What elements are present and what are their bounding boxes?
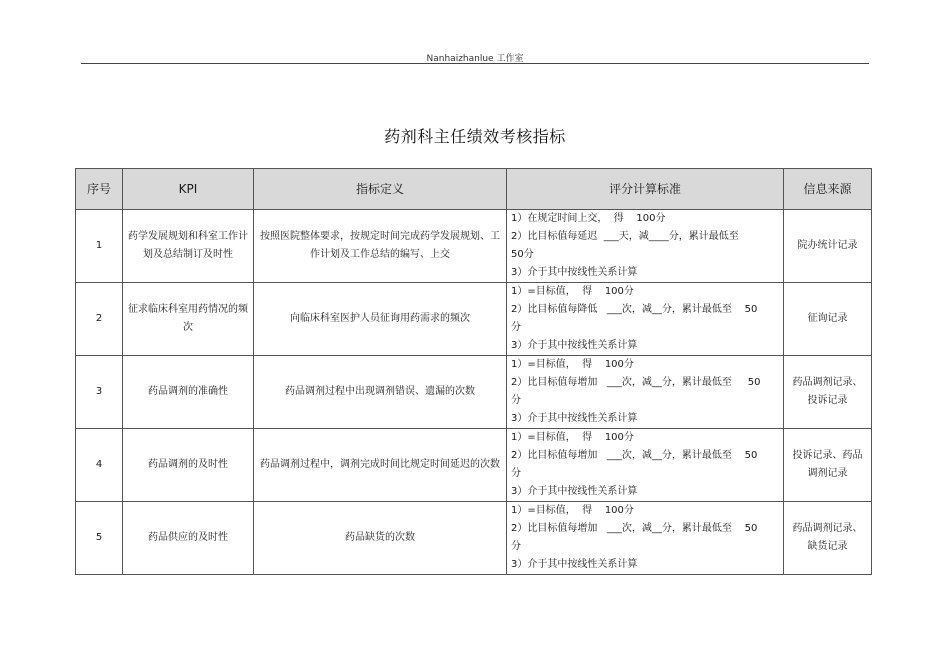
info-source: 投诉记录、药品调剂记录: [784, 429, 872, 502]
table-row: [76, 356, 872, 429]
row-number: 2: [76, 283, 123, 356]
kpi-name: 药品调剂的准确性: [123, 356, 254, 429]
scoring-line: 2）比目标值每增加 ___次，减__分，累计最低至 50: [511, 450, 758, 461]
scoring-line: 分: [511, 541, 521, 552]
table-row: [76, 210, 872, 283]
column-header-source: 信息来源: [784, 169, 872, 210]
scoring-line: 50分: [511, 249, 534, 260]
scoring-line: 分: [511, 468, 521, 479]
scoring-line: 1）=目标值， 得 100分: [511, 359, 634, 370]
scoring-line: 3）介于其中按线性关系计算: [511, 486, 638, 497]
table-row: [76, 283, 872, 356]
page-header: Nanhaizhanlue 工作室: [426, 54, 524, 64]
table-header-row: [76, 169, 872, 210]
row-number: 5: [76, 502, 123, 575]
scoring-line: 1）=目标值， 得 100分: [511, 505, 634, 516]
scoring-line: 3）介于其中按线性关系计算: [511, 340, 638, 351]
column-header-kpi: KPI: [123, 169, 254, 210]
info-source: 药品调剂记录、投诉记录: [784, 356, 872, 429]
row-number: 1: [76, 210, 123, 283]
column-header-no: 序号: [76, 169, 123, 210]
scoring-line: 3）介于其中按线性关系计算: [511, 559, 638, 570]
document-title: 药剂科主任绩效考核指标: [384, 127, 566, 146]
scoring-line: 2）比目标值每降低 ___次，减__分，累计最低至 50: [511, 304, 758, 315]
table-row: [76, 502, 872, 575]
info-source: 药品调剂记录、缺货记录: [784, 502, 872, 575]
kpi-name: 征求临床科室用药情况的频次: [123, 283, 254, 356]
scoring-line: 分: [511, 395, 521, 406]
row-number: 4: [76, 429, 123, 502]
kpi-name: 药学发展规划和科室工作计划及总结制订及时性: [123, 210, 254, 283]
scoring-criteria: [507, 502, 784, 575]
scoring-line: 3）介于其中按线性关系计算: [511, 413, 638, 424]
column-header-definition: 指标定义: [254, 169, 507, 210]
info-source: 征询记录: [784, 283, 872, 356]
kpi-definition: 药品缺货的次数: [254, 502, 507, 575]
scoring-criteria: [507, 210, 784, 283]
table-row: [76, 429, 872, 502]
scoring-line: 2）比目标值每增加 ___次，减__分，累计最低至 50: [511, 377, 761, 388]
kpi-name: 药品调剂的及时性: [123, 429, 254, 502]
scoring-line: 1）=目标值， 得 100分: [511, 286, 634, 297]
kpi-definition: 药品调剂过程中出现调剂错误、遗漏的次数: [254, 356, 507, 429]
scoring-line: 3）介于其中按线性关系计算: [511, 267, 638, 278]
scoring-criteria: [507, 356, 784, 429]
scoring-line: 2）比目标值每增加 ___次，减__分，累计最低至 50: [511, 523, 758, 534]
row-number: 3: [76, 356, 123, 429]
scoring-line: 分: [511, 322, 521, 333]
kpi-definition: 向临床科室医护人员征询用药需求的频次: [254, 283, 507, 356]
scoring-line: 2）比目标值每延迟 ___天，减____分，累计最低至: [511, 231, 739, 242]
info-source: 院办统计记录: [784, 210, 872, 283]
column-header-scoring: 评分计算标准: [507, 169, 784, 210]
header-rule: [81, 63, 869, 64]
kpi-table: [75, 168, 872, 575]
kpi-name: 药品供应的及时性: [123, 502, 254, 575]
scoring-line: 1）=目标值， 得 100分: [511, 432, 634, 443]
scoring-criteria: [507, 283, 784, 356]
scoring-criteria: [507, 429, 784, 502]
kpi-definition: 按照医院整体要求，按规定时间完成药学发展规划、工作计划及工作总结的编写、上交: [254, 210, 507, 283]
kpi-definition: 药品调剂过程中，调剂完成时间比规定时间延迟的次数: [254, 429, 507, 502]
scoring-line: 1）在规定时间上交， 得 100分: [511, 213, 666, 224]
